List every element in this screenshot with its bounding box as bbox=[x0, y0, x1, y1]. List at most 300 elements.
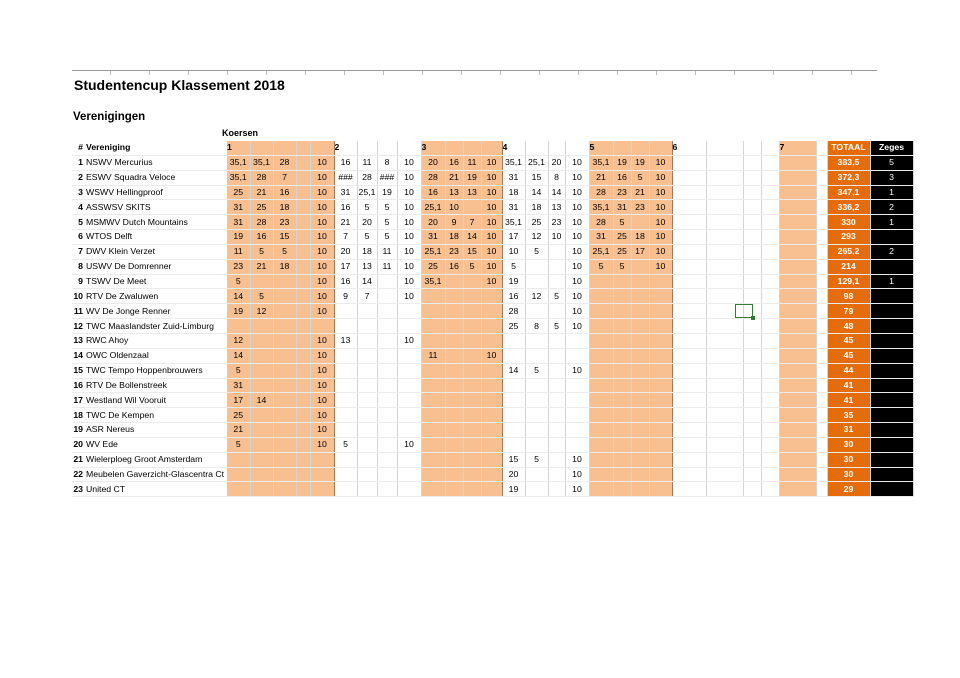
total-cell[interactable]: 35 bbox=[827, 408, 870, 423]
score-cell[interactable]: 8 bbox=[548, 170, 565, 185]
score-cell[interactable]: 25,1 bbox=[421, 244, 445, 259]
score-cell[interactable]: 12 bbox=[525, 289, 548, 304]
score-cell[interactable] bbox=[273, 363, 296, 378]
empty-cell[interactable] bbox=[706, 452, 743, 467]
empty-cell[interactable] bbox=[816, 244, 827, 259]
club-name-cell[interactable]: NSWV Mercurius bbox=[86, 155, 227, 170]
score-cell[interactable]: 17 bbox=[502, 230, 525, 245]
score-cell[interactable] bbox=[273, 304, 296, 319]
score-cell[interactable] bbox=[310, 319, 334, 334]
score-cell[interactable] bbox=[525, 304, 548, 319]
score-cell[interactable]: 31 bbox=[334, 185, 357, 200]
score-cell[interactable] bbox=[613, 348, 631, 363]
score-cell[interactable]: 20 bbox=[548, 155, 565, 170]
club-name-cell[interactable]: TWC Tempo Hoppenbrouwers bbox=[86, 363, 227, 378]
score-cell[interactable] bbox=[377, 333, 397, 348]
empty-cell[interactable] bbox=[761, 185, 779, 200]
empty-cell[interactable] bbox=[743, 348, 761, 363]
score-cell[interactable]: 25 bbox=[613, 230, 631, 245]
race-6-cell[interactable] bbox=[672, 215, 706, 230]
score-cell[interactable] bbox=[357, 467, 377, 482]
score-cell[interactable]: 10 bbox=[397, 200, 421, 215]
empty-cell[interactable] bbox=[706, 408, 743, 423]
score-cell[interactable] bbox=[481, 452, 502, 467]
empty-cell[interactable] bbox=[761, 230, 779, 245]
score-cell[interactable] bbox=[250, 437, 273, 452]
club-name-cell[interactable]: United CT bbox=[86, 482, 227, 497]
score-cell[interactable] bbox=[357, 452, 377, 467]
empty-cell[interactable] bbox=[706, 259, 743, 274]
score-cell[interactable] bbox=[334, 423, 357, 438]
race-6-cell[interactable] bbox=[672, 274, 706, 289]
score-cell[interactable] bbox=[463, 482, 481, 497]
score-cell[interactable] bbox=[357, 423, 377, 438]
score-cell[interactable]: 25,1 bbox=[421, 200, 445, 215]
score-cell[interactable] bbox=[481, 333, 502, 348]
score-cell[interactable] bbox=[649, 378, 672, 393]
score-cell[interactable] bbox=[445, 437, 463, 452]
score-cell[interactable] bbox=[397, 482, 421, 497]
score-cell[interactable]: 10 bbox=[565, 155, 589, 170]
score-cell[interactable] bbox=[377, 274, 397, 289]
score-cell[interactable] bbox=[250, 363, 273, 378]
wins-cell[interactable] bbox=[870, 363, 913, 378]
score-cell[interactable]: 19 bbox=[631, 155, 649, 170]
score-cell[interactable] bbox=[445, 348, 463, 363]
score-cell[interactable] bbox=[649, 452, 672, 467]
total-cell[interactable]: 45 bbox=[827, 348, 870, 363]
score-cell[interactable] bbox=[481, 289, 502, 304]
empty-cell[interactable] bbox=[743, 230, 761, 245]
score-cell[interactable] bbox=[377, 363, 397, 378]
score-cell[interactable] bbox=[649, 467, 672, 482]
score-cell[interactable]: 5 bbox=[357, 200, 377, 215]
score-cell[interactable] bbox=[548, 259, 565, 274]
club-name-cell[interactable]: Wielerploeg Groot Amsterdam bbox=[86, 452, 227, 467]
score-cell[interactable] bbox=[463, 437, 481, 452]
score-cell[interactable]: 21 bbox=[227, 423, 250, 438]
score-cell[interactable]: 20 bbox=[502, 467, 525, 482]
wins-cell[interactable]: 2 bbox=[870, 244, 913, 259]
score-cell[interactable]: 10 bbox=[310, 244, 334, 259]
score-cell[interactable] bbox=[250, 274, 273, 289]
empty-cell[interactable] bbox=[743, 259, 761, 274]
score-cell[interactable] bbox=[377, 319, 397, 334]
score-cell[interactable]: 21 bbox=[334, 215, 357, 230]
total-cell[interactable]: 265,2 bbox=[827, 244, 870, 259]
empty-cell[interactable] bbox=[706, 482, 743, 497]
rank-cell[interactable]: 17 bbox=[72, 393, 86, 408]
score-cell[interactable] bbox=[296, 200, 310, 215]
rank-cell[interactable]: 11 bbox=[72, 304, 86, 319]
score-cell[interactable] bbox=[397, 378, 421, 393]
race-6-cell[interactable] bbox=[672, 482, 706, 497]
score-cell[interactable] bbox=[250, 348, 273, 363]
score-cell[interactable]: 15 bbox=[502, 452, 525, 467]
score-cell[interactable] bbox=[613, 378, 631, 393]
empty-cell[interactable] bbox=[816, 170, 827, 185]
score-cell[interactable] bbox=[631, 319, 649, 334]
score-cell[interactable] bbox=[463, 467, 481, 482]
score-cell[interactable]: 5 bbox=[525, 452, 548, 467]
score-cell[interactable]: 10 bbox=[565, 230, 589, 245]
wins-cell[interactable] bbox=[870, 333, 913, 348]
score-cell[interactable]: 10 bbox=[310, 437, 334, 452]
score-cell[interactable]: 10 bbox=[481, 259, 502, 274]
score-cell[interactable]: 13 bbox=[357, 259, 377, 274]
empty-cell[interactable] bbox=[761, 319, 779, 334]
score-cell[interactable]: 16 bbox=[334, 155, 357, 170]
score-cell[interactable] bbox=[649, 289, 672, 304]
total-cell[interactable]: 383,5 bbox=[827, 155, 870, 170]
race-7-cell[interactable] bbox=[779, 155, 816, 170]
club-name-cell[interactable]: MSMWV Dutch Mountains bbox=[86, 215, 227, 230]
score-cell[interactable] bbox=[631, 467, 649, 482]
score-cell[interactable]: 19 bbox=[227, 304, 250, 319]
race-6-cell[interactable] bbox=[672, 259, 706, 274]
rank-cell[interactable]: 18 bbox=[72, 408, 86, 423]
score-cell[interactable]: 35,1 bbox=[227, 155, 250, 170]
score-cell[interactable] bbox=[357, 348, 377, 363]
score-cell[interactable]: 25 bbox=[525, 215, 548, 230]
score-cell[interactable]: 19 bbox=[502, 482, 525, 497]
score-cell[interactable]: 5 bbox=[377, 230, 397, 245]
score-cell[interactable] bbox=[334, 319, 357, 334]
score-cell[interactable] bbox=[421, 363, 445, 378]
score-cell[interactable]: 14 bbox=[227, 289, 250, 304]
empty-cell[interactable] bbox=[743, 274, 761, 289]
score-cell[interactable]: 15 bbox=[525, 170, 548, 185]
empty-cell[interactable] bbox=[761, 274, 779, 289]
score-cell[interactable]: 25 bbox=[227, 408, 250, 423]
empty-cell[interactable] bbox=[761, 363, 779, 378]
empty-cell[interactable] bbox=[761, 200, 779, 215]
score-cell[interactable] bbox=[334, 467, 357, 482]
score-cell[interactable]: 16 bbox=[334, 200, 357, 215]
score-cell[interactable] bbox=[589, 378, 613, 393]
empty-cell[interactable] bbox=[761, 304, 779, 319]
score-cell[interactable] bbox=[525, 408, 548, 423]
score-cell[interactable]: 5 bbox=[548, 289, 565, 304]
score-cell[interactable]: 5 bbox=[227, 363, 250, 378]
score-cell[interactable]: 10 bbox=[565, 452, 589, 467]
race-7-cell[interactable] bbox=[779, 482, 816, 497]
wins-cell[interactable]: 5 bbox=[870, 155, 913, 170]
score-cell[interactable] bbox=[445, 304, 463, 319]
score-cell[interactable] bbox=[397, 423, 421, 438]
empty-cell[interactable] bbox=[743, 200, 761, 215]
empty-cell[interactable] bbox=[706, 437, 743, 452]
score-cell[interactable]: 21 bbox=[250, 259, 273, 274]
empty-cell[interactable] bbox=[761, 408, 779, 423]
score-cell[interactable]: 10 bbox=[397, 215, 421, 230]
wins-cell[interactable] bbox=[870, 467, 913, 482]
score-cell[interactable]: 18 bbox=[502, 185, 525, 200]
score-cell[interactable]: 18 bbox=[445, 230, 463, 245]
empty-cell[interactable] bbox=[761, 289, 779, 304]
score-cell[interactable] bbox=[397, 319, 421, 334]
wins-cell[interactable] bbox=[870, 452, 913, 467]
race-6-cell[interactable] bbox=[672, 244, 706, 259]
wins-cell[interactable] bbox=[870, 348, 913, 363]
score-cell[interactable] bbox=[463, 348, 481, 363]
score-cell[interactable]: 19 bbox=[613, 155, 631, 170]
score-cell[interactable]: 35,1 bbox=[227, 170, 250, 185]
score-cell[interactable] bbox=[273, 333, 296, 348]
score-cell[interactable]: 10 bbox=[397, 170, 421, 185]
empty-cell[interactable] bbox=[816, 274, 827, 289]
score-cell[interactable]: 10 bbox=[565, 274, 589, 289]
score-cell[interactable] bbox=[250, 452, 273, 467]
score-cell[interactable] bbox=[357, 378, 377, 393]
score-cell[interactable]: 10 bbox=[565, 482, 589, 497]
score-cell[interactable]: 10 bbox=[565, 244, 589, 259]
score-cell[interactable] bbox=[525, 378, 548, 393]
score-cell[interactable] bbox=[548, 393, 565, 408]
score-cell[interactable] bbox=[463, 289, 481, 304]
empty-cell[interactable] bbox=[743, 423, 761, 438]
score-cell[interactable] bbox=[421, 452, 445, 467]
score-cell[interactable] bbox=[481, 482, 502, 497]
score-cell[interactable]: 10 bbox=[649, 200, 672, 215]
total-cell[interactable]: 48 bbox=[827, 319, 870, 334]
empty-cell[interactable] bbox=[743, 185, 761, 200]
score-cell[interactable]: 25,1 bbox=[525, 155, 548, 170]
empty-cell[interactable] bbox=[743, 363, 761, 378]
score-cell[interactable] bbox=[613, 333, 631, 348]
score-cell[interactable]: 8 bbox=[377, 155, 397, 170]
empty-cell[interactable] bbox=[761, 437, 779, 452]
empty-cell[interactable] bbox=[743, 319, 761, 334]
score-cell[interactable] bbox=[377, 437, 397, 452]
score-cell[interactable]: 23 bbox=[631, 200, 649, 215]
score-cell[interactable] bbox=[273, 452, 296, 467]
wins-cell[interactable] bbox=[870, 393, 913, 408]
score-cell[interactable]: 10 bbox=[649, 230, 672, 245]
total-cell[interactable]: 31 bbox=[827, 423, 870, 438]
empty-cell[interactable] bbox=[816, 467, 827, 482]
score-cell[interactable]: 5 bbox=[502, 259, 525, 274]
race-6-cell[interactable] bbox=[672, 437, 706, 452]
score-cell[interactable] bbox=[589, 319, 613, 334]
score-cell[interactable]: 23 bbox=[445, 244, 463, 259]
rank-cell[interactable]: 1 bbox=[72, 155, 86, 170]
score-cell[interactable] bbox=[421, 408, 445, 423]
score-cell[interactable]: 10 bbox=[310, 348, 334, 363]
race-6-cell[interactable] bbox=[672, 170, 706, 185]
score-cell[interactable]: 18 bbox=[525, 200, 548, 215]
score-cell[interactable]: 16 bbox=[445, 259, 463, 274]
score-cell[interactable] bbox=[377, 304, 397, 319]
total-cell[interactable]: 129,1 bbox=[827, 274, 870, 289]
score-cell[interactable]: 10 bbox=[481, 155, 502, 170]
score-cell[interactable]: 10 bbox=[481, 215, 502, 230]
score-cell[interactable] bbox=[397, 408, 421, 423]
score-cell[interactable] bbox=[227, 452, 250, 467]
empty-cell[interactable] bbox=[743, 437, 761, 452]
score-cell[interactable] bbox=[649, 363, 672, 378]
score-cell[interactable] bbox=[421, 378, 445, 393]
score-cell[interactable] bbox=[445, 289, 463, 304]
rank-cell[interactable]: 2 bbox=[72, 170, 86, 185]
score-cell[interactable] bbox=[613, 289, 631, 304]
race-6-cell[interactable] bbox=[672, 185, 706, 200]
wins-cell[interactable]: 1 bbox=[870, 215, 913, 230]
score-cell[interactable] bbox=[273, 378, 296, 393]
wins-cell[interactable]: 1 bbox=[870, 274, 913, 289]
club-name-cell[interactable]: RTV De Bollenstreek bbox=[86, 378, 227, 393]
rank-cell[interactable]: 16 bbox=[72, 378, 86, 393]
wins-cell[interactable] bbox=[870, 319, 913, 334]
score-cell[interactable] bbox=[421, 437, 445, 452]
score-cell[interactable] bbox=[589, 304, 613, 319]
empty-cell[interactable] bbox=[743, 215, 761, 230]
rank-cell[interactable]: 13 bbox=[72, 333, 86, 348]
race-6-cell[interactable] bbox=[672, 289, 706, 304]
score-cell[interactable]: 10 bbox=[565, 215, 589, 230]
score-cell[interactable]: 10 bbox=[310, 304, 334, 319]
score-cell[interactable]: 10 bbox=[649, 259, 672, 274]
score-cell[interactable] bbox=[649, 274, 672, 289]
score-cell[interactable] bbox=[548, 333, 565, 348]
score-cell[interactable] bbox=[631, 215, 649, 230]
score-cell[interactable]: 5 bbox=[377, 215, 397, 230]
score-cell[interactable]: 10 bbox=[310, 408, 334, 423]
score-cell[interactable]: 16 bbox=[334, 274, 357, 289]
score-cell[interactable] bbox=[377, 348, 397, 363]
score-cell[interactable] bbox=[502, 348, 525, 363]
score-cell[interactable] bbox=[310, 452, 334, 467]
score-cell[interactable] bbox=[589, 393, 613, 408]
score-cell[interactable]: 25 bbox=[250, 200, 273, 215]
club-name-cell[interactable]: ESWV Squadra Veloce bbox=[86, 170, 227, 185]
score-cell[interactable] bbox=[525, 333, 548, 348]
empty-cell[interactable] bbox=[816, 452, 827, 467]
score-cell[interactable] bbox=[548, 274, 565, 289]
score-cell[interactable]: 14 bbox=[502, 363, 525, 378]
score-cell[interactable] bbox=[445, 378, 463, 393]
score-cell[interactable] bbox=[310, 482, 334, 497]
score-cell[interactable]: 10 bbox=[397, 230, 421, 245]
score-cell[interactable] bbox=[631, 348, 649, 363]
score-cell[interactable]: 5 bbox=[250, 289, 273, 304]
score-cell[interactable] bbox=[273, 482, 296, 497]
total-cell[interactable]: 372,3 bbox=[827, 170, 870, 185]
empty-cell[interactable] bbox=[743, 393, 761, 408]
score-cell[interactable]: 20 bbox=[421, 215, 445, 230]
score-cell[interactable] bbox=[421, 393, 445, 408]
race-7-cell[interactable] bbox=[779, 363, 816, 378]
score-cell[interactable] bbox=[273, 393, 296, 408]
empty-cell[interactable] bbox=[706, 393, 743, 408]
score-cell[interactable] bbox=[445, 467, 463, 482]
score-cell[interactable]: 28 bbox=[502, 304, 525, 319]
score-cell[interactable] bbox=[421, 333, 445, 348]
rank-cell[interactable]: 4 bbox=[72, 200, 86, 215]
club-name-cell[interactable]: Westland Wil Vooruit bbox=[86, 393, 227, 408]
score-cell[interactable]: 28 bbox=[589, 215, 613, 230]
score-cell[interactable]: 10 bbox=[310, 200, 334, 215]
wins-cell[interactable] bbox=[870, 289, 913, 304]
total-cell[interactable]: 293 bbox=[827, 230, 870, 245]
score-cell[interactable]: 35,1 bbox=[589, 155, 613, 170]
empty-cell[interactable] bbox=[761, 333, 779, 348]
score-cell[interactable] bbox=[631, 289, 649, 304]
score-cell[interactable]: 16 bbox=[445, 155, 463, 170]
score-cell[interactable]: 21 bbox=[589, 170, 613, 185]
rank-cell[interactable]: 8 bbox=[72, 259, 86, 274]
score-cell[interactable] bbox=[649, 408, 672, 423]
score-cell[interactable]: 16 bbox=[502, 289, 525, 304]
score-cell[interactable]: 21 bbox=[631, 185, 649, 200]
race-7-cell[interactable] bbox=[779, 467, 816, 482]
score-cell[interactable] bbox=[445, 274, 463, 289]
score-cell[interactable]: 10 bbox=[310, 215, 334, 230]
score-cell[interactable] bbox=[273, 408, 296, 423]
score-cell[interactable] bbox=[296, 304, 310, 319]
score-cell[interactable] bbox=[589, 467, 613, 482]
score-cell[interactable] bbox=[296, 437, 310, 452]
score-cell[interactable] bbox=[357, 437, 377, 452]
score-cell[interactable]: 8 bbox=[525, 319, 548, 334]
score-cell[interactable]: ### bbox=[377, 170, 397, 185]
rank-cell[interactable]: 10 bbox=[72, 289, 86, 304]
club-name-cell[interactable]: RWC Ahoy bbox=[86, 333, 227, 348]
empty-cell[interactable] bbox=[706, 170, 743, 185]
score-cell[interactable] bbox=[397, 393, 421, 408]
score-cell[interactable]: 28 bbox=[589, 185, 613, 200]
score-cell[interactable] bbox=[525, 467, 548, 482]
club-name-cell[interactable]: WTOS Delft bbox=[86, 230, 227, 245]
score-cell[interactable]: 28 bbox=[250, 215, 273, 230]
club-name-cell[interactable]: OWC Oldenzaal bbox=[86, 348, 227, 363]
wins-cell[interactable] bbox=[870, 408, 913, 423]
empty-cell[interactable] bbox=[743, 452, 761, 467]
score-cell[interactable] bbox=[589, 408, 613, 423]
score-cell[interactable]: 10 bbox=[565, 363, 589, 378]
score-cell[interactable] bbox=[357, 319, 377, 334]
empty-cell[interactable] bbox=[743, 244, 761, 259]
score-cell[interactable]: 25 bbox=[227, 185, 250, 200]
score-cell[interactable] bbox=[463, 200, 481, 215]
score-cell[interactable] bbox=[548, 467, 565, 482]
total-cell[interactable]: 336,2 bbox=[827, 200, 870, 215]
score-cell[interactable]: 10 bbox=[310, 230, 334, 245]
score-cell[interactable]: 23 bbox=[227, 259, 250, 274]
wins-cell[interactable] bbox=[870, 304, 913, 319]
empty-cell[interactable] bbox=[743, 333, 761, 348]
rank-cell[interactable]: 15 bbox=[72, 363, 86, 378]
race-6-cell[interactable] bbox=[672, 319, 706, 334]
wins-cell[interactable] bbox=[870, 230, 913, 245]
empty-cell[interactable] bbox=[816, 304, 827, 319]
empty-cell[interactable] bbox=[706, 244, 743, 259]
rank-cell[interactable]: 19 bbox=[72, 423, 86, 438]
score-cell[interactable]: 31 bbox=[589, 230, 613, 245]
score-cell[interactable]: 10 bbox=[481, 185, 502, 200]
score-cell[interactable]: 17 bbox=[631, 244, 649, 259]
race-6-cell[interactable] bbox=[672, 452, 706, 467]
wins-cell[interactable] bbox=[870, 437, 913, 452]
score-cell[interactable] bbox=[227, 482, 250, 497]
score-cell[interactable]: 10 bbox=[565, 259, 589, 274]
score-cell[interactable]: 7 bbox=[334, 230, 357, 245]
score-cell[interactable] bbox=[250, 319, 273, 334]
score-cell[interactable]: 10 bbox=[445, 200, 463, 215]
empty-cell[interactable] bbox=[706, 230, 743, 245]
score-cell[interactable] bbox=[250, 333, 273, 348]
score-cell[interactable] bbox=[548, 244, 565, 259]
